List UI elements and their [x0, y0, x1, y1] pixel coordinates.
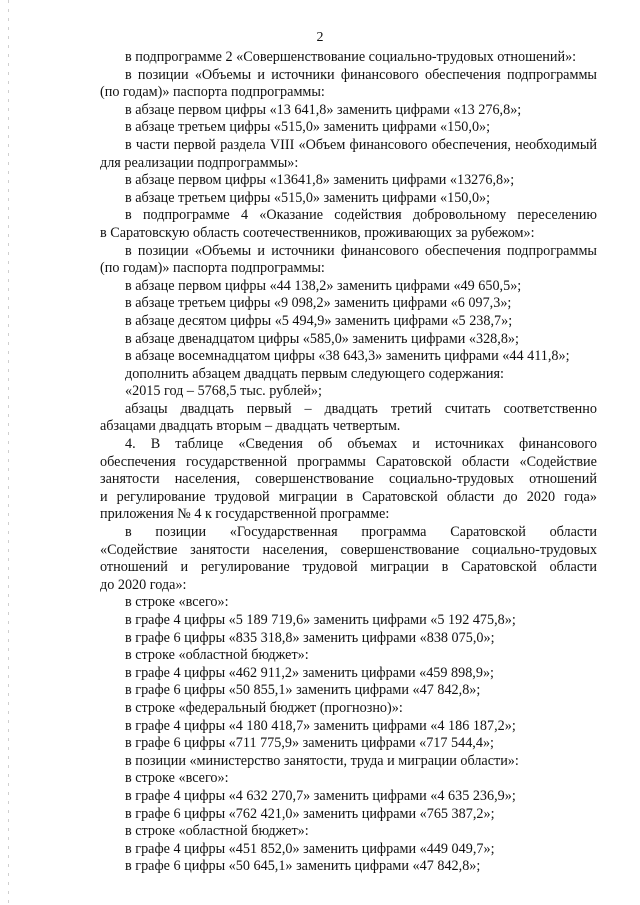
- text-line: в графе 6 цифры «50 645,1» заменить цифрами «47 842,8»;: [125, 858, 481, 875]
- text-line: в графе 4 цифры «462 911,2» заменить цифрами «459 898,9»;: [125, 664, 494, 681]
- text-line: в позиции «Государственная программа Саратовской области: [125, 524, 597, 541]
- text-line: в графе 4 цифры «4 632 270,7» заменить цифрами «4 635 236,9»;: [125, 787, 516, 804]
- text-line: занятости населения, совершенствование социально-трудовых отношений: [100, 471, 597, 488]
- document-body: [100, 49, 597, 876]
- text-line: в позиции «министерство занятости, труда и миграции области»:: [125, 752, 519, 769]
- text-line: в абзаце третьем цифры «515,0» заменить цифрами «150,0»;: [125, 189, 491, 206]
- scan-edge-mark: [8, 0, 9, 905]
- text-line: «Содействие занятости населения, совершенствование социально-трудовых: [100, 541, 597, 558]
- text-line: в абзаце третьем цифры «9 098,2» заменить цифрами «6 097,3»;: [125, 295, 512, 312]
- text-line: в части первой раздела VIII «Объем финансового обеспечения, необходимый: [125, 136, 597, 153]
- text-line: абзацы двадцать первый – двадцать третий считать соответственно: [125, 400, 597, 417]
- text-line: в абзаце первом цифры «44 138,2» заменить цифрами «49 650,5»;: [125, 277, 522, 294]
- text-line: приложения № 4 к государственной программе:: [100, 506, 390, 523]
- text-line: в строке «областной бюджет»:: [125, 823, 309, 840]
- text-line: дополнить абзацем двадцать первым следующего содержания:: [125, 365, 504, 382]
- text-line: в графе 4 цифры «4 180 418,7» заменить цифрами «4 186 187,2»;: [125, 717, 516, 734]
- text-line: в графе 6 цифры «50 855,1» заменить цифрами «47 842,8»;: [125, 682, 481, 699]
- text-line: в строке «федеральный бюджет (прогнозно)»:: [125, 699, 403, 716]
- text-line: в строке «областной бюджет»:: [125, 647, 309, 664]
- text-line: обеспечения государственной программы Саратовской области «Содействие: [100, 453, 597, 470]
- text-line: в графе 6 цифры «711 775,9» заменить цифрами «717 544,4»;: [125, 735, 494, 752]
- text-line: абзацами двадцать вторым – двадцать четвертым.: [100, 418, 401, 435]
- text-line: в подпрограмме 2 «Совершенствование социально-трудовых отношений»:: [125, 49, 577, 65]
- text-line: в позиции «Объемы и источники финансового обеспечения подпрограммы: [125, 242, 597, 259]
- text-line: в абзаце первом цифры «13 641,8» заменить цифрами «13 276,8»;: [125, 101, 522, 118]
- text-line: в абзаце первом цифры «13641,8» заменить цифрами «13276,8»;: [125, 172, 515, 189]
- text-line: и регулирование трудовой миграции в Саратовской области до 2020 года»: [100, 488, 597, 505]
- text-line: в графе 6 цифры «835 318,8» заменить цифрами «838 075,0»;: [125, 629, 495, 646]
- text-line: (по годам)» паспорта подпрограммы:: [100, 84, 325, 101]
- text-line: в строке «всего»:: [125, 770, 229, 787]
- text-line: в строке «всего»:: [125, 594, 229, 611]
- text-line: в абзаце двенадцатом цифры «585,0» заменить цифрами «328,8»;: [125, 330, 519, 347]
- text-line: в графе 4 цифры «451 852,0» заменить цифрами «449 049,7»;: [125, 840, 495, 857]
- text-line: для реализации подпрограммы»:: [100, 154, 299, 171]
- text-line: 4. В таблице «Сведения об объемах и источниках финансового: [125, 436, 597, 453]
- text-line: до 2020 года»:: [100, 576, 187, 593]
- text-line: в графе 6 цифры «762 421,0» заменить цифрами «765 387,2»;: [125, 805, 495, 822]
- text-line: «2015 год – 5768,5 тыс. рублей»;: [125, 383, 322, 400]
- text-line: отношений и регулирование трудовой миграции в Саратовской области: [100, 559, 597, 576]
- text-line: в графе 4 цифры «5 189 719,6» заменить цифрами «5 192 475,8»;: [125, 612, 516, 628]
- text-line: в позиции «Объемы и источники финансового обеспечения подпрограммы: [125, 66, 597, 83]
- text-line: (по годам)» паспорта подпрограммы:: [100, 260, 325, 277]
- text-line: в абзаце третьем цифры «515,0» заменить цифрами «150,0»;: [125, 119, 491, 136]
- text-line: в абзаце десятом цифры «5 494,9» заменить цифрами «5 238,7»;: [125, 312, 513, 329]
- text-line: в подпрограмме 4 «Оказание содействия добровольному переселению: [125, 207, 597, 224]
- page-number: 2: [316, 30, 324, 45]
- text-line: в Саратовскую область соотечественников, проживающих за рубежом»:: [100, 224, 535, 241]
- text-line: в абзаце восемнадцатом цифры «38 643,3» заменить цифрами «44 411,8»;: [125, 348, 570, 365]
